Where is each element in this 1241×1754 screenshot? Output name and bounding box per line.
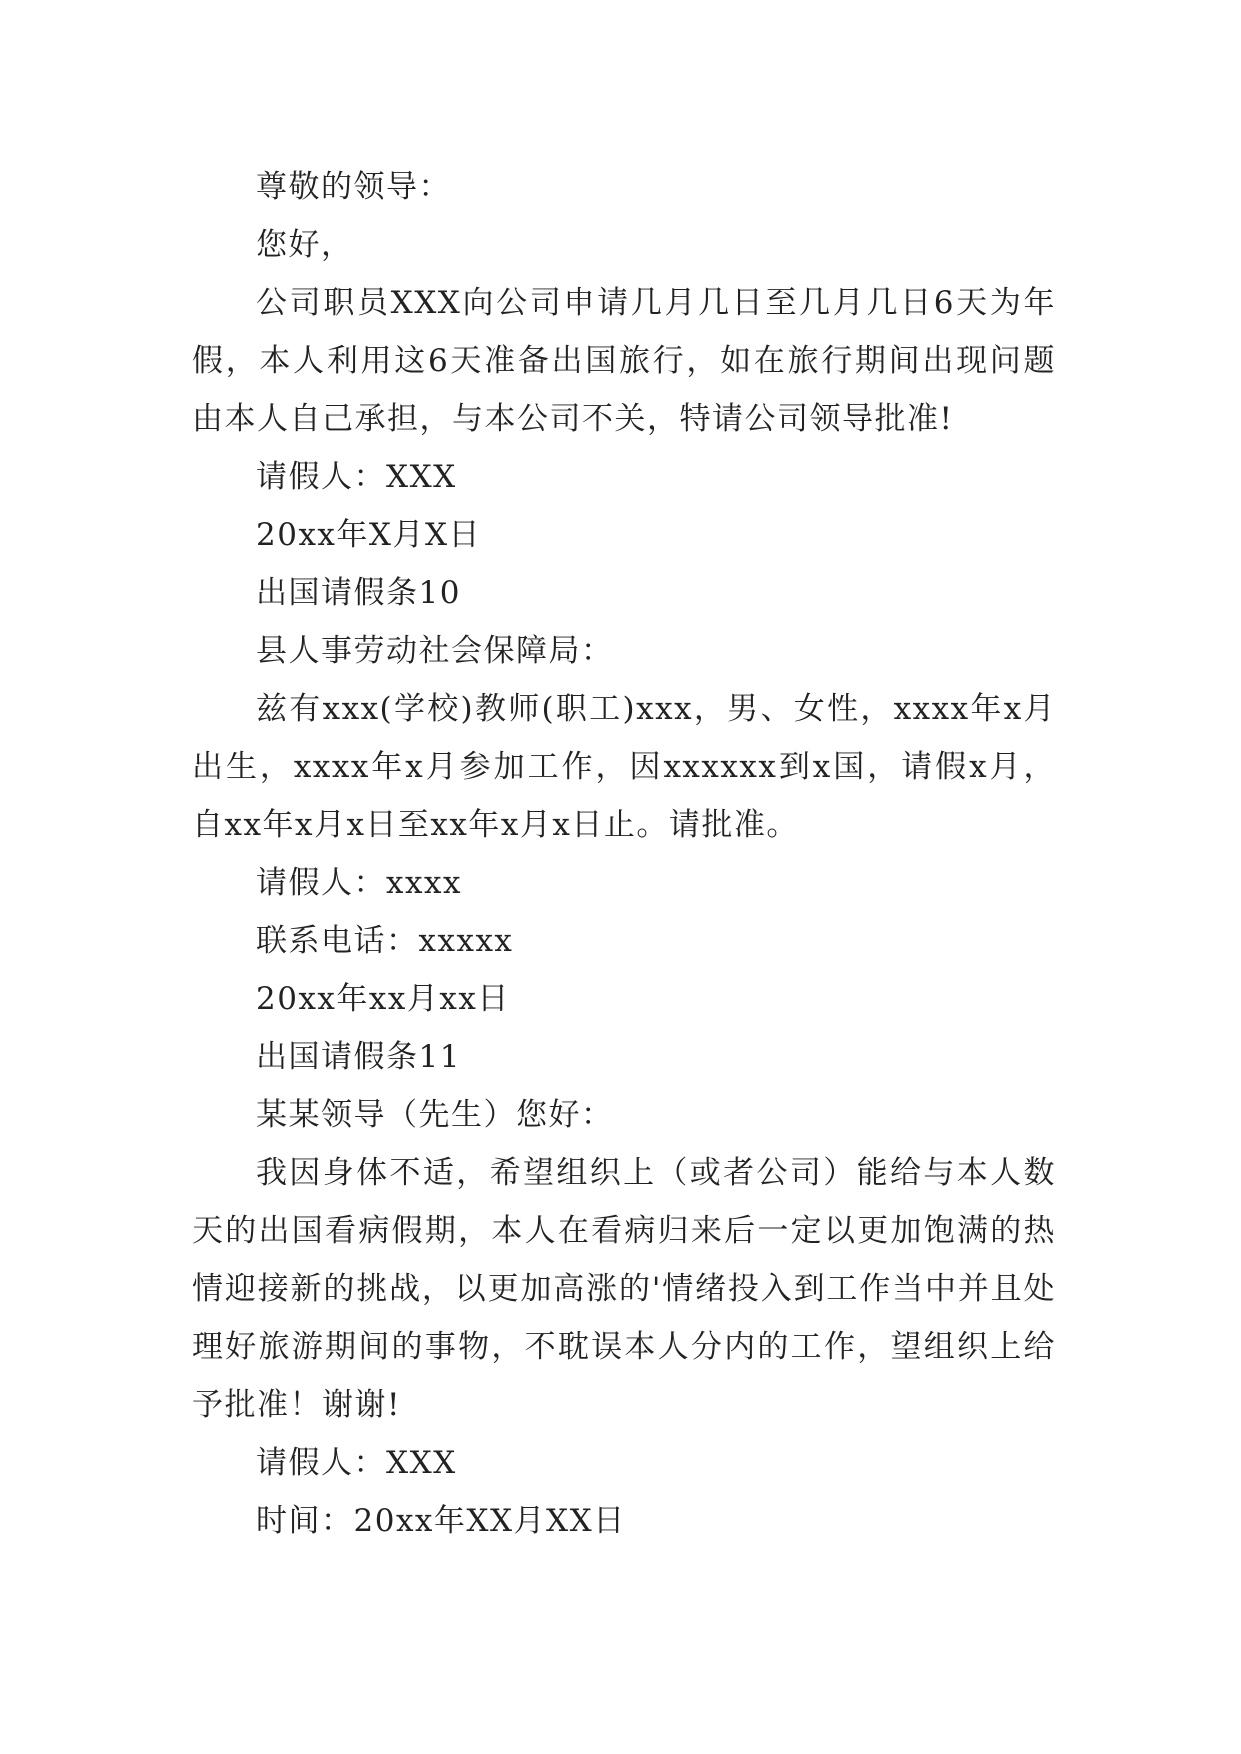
section-heading: 出国请假条11: [256, 1039, 461, 1075]
date-line: 时间：20xx年XX月XX日: [256, 1503, 626, 1539]
recipient-line: 县人事劳动社会保障局：: [256, 633, 614, 669]
section-heading: 出国请假条10: [256, 575, 461, 611]
leave-request-body: 我因身体不适，希望组织上（或者公司）能给与本人数天的出国看病假期，本人在看病归来后一定以更加饱满的热情迎接新的挑战，以更加高涨的'情绪投入到工作当中并且处理好旅游期间的事物，不耽误本人分内的工作，望组织上给予批准！谢谢!: [192, 1155, 1056, 1423]
greeting: 您好，: [256, 227, 354, 263]
salutation: 尊敬的领导：: [256, 169, 451, 205]
document-body: [192, 158, 1056, 1550]
phone-line: 联系电话：xxxxx: [256, 923, 514, 959]
salutation: 某某领导（先生）您好：: [256, 1097, 614, 1133]
leave-request-body: 兹有xxx(学校)教师(职工)xxx，男、女性，xxxx年x月出生，xxxx年x月参加工作，因xxxxxx到x国，请假x月，自xx年x月x日至xx年x月x日止。请批准。: [192, 691, 1056, 843]
date-line: 20xx年xx月xx日: [256, 981, 510, 1017]
applicant-line: 请假人：XXX: [256, 1445, 457, 1481]
date-line: 20xx年X月X日: [256, 517, 482, 553]
leave-request-body: 公司职员XXX向公司申请几月几日至几月几日6天为年假，本人利用这6天准备出国旅行，如在旅行期间出现问题由本人自己承担，与本公司不关，特请公司领导批准!: [192, 285, 1056, 437]
applicant-line: 请假人：XXX: [256, 459, 457, 495]
applicant-line: 请假人：xxxx: [256, 865, 462, 901]
